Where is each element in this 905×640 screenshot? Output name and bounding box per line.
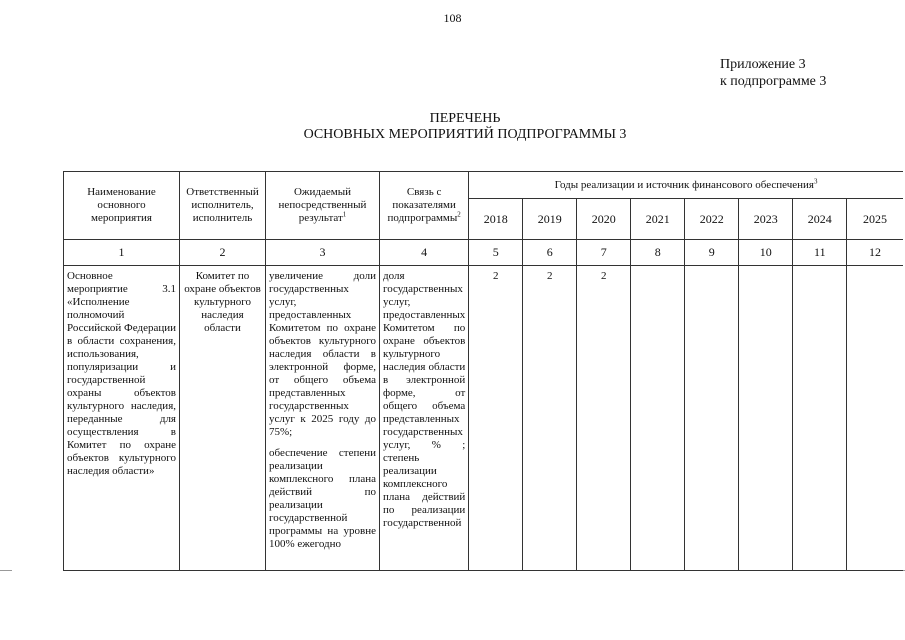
column-number: 10 — [739, 240, 793, 266]
header-year: 2025 — [847, 199, 903, 240]
cell-year-value: 2 — [469, 266, 523, 571]
column-number: 1 — [64, 240, 180, 266]
column-number: 9 — [685, 240, 739, 266]
left-edge-line — [0, 570, 12, 571]
document-subtitle: ОСНОВНЫХ МЕРОПРИЯТИЙ ПОДПРОГРАММЫ 3 — [303, 127, 627, 142]
header-year: 2020 — [577, 199, 631, 240]
cell-indicator-link: доля государственных услуг, предоставленных Комитетом по охране объектов культурного наследия области в электронной форме, от общего объема представленных государственных услуг, % ; степень реализации комплексного плана действий по реализации государственной — [380, 266, 469, 571]
cell-year-value: 2 — [577, 266, 631, 571]
header-activity-name: Наименование основного мероприятия — [64, 172, 180, 240]
header-year: 2023 — [739, 199, 793, 240]
cell-year-value — [739, 266, 793, 571]
cell-year-value — [793, 266, 847, 571]
column-number: 2 — [180, 240, 266, 266]
header-expected-result: Ожидаемый непосредственный результат$^1$ — [266, 172, 380, 240]
table-header-row — [64, 172, 903, 199]
cell-executor: Комитет по охране объектов культурного наследия области — [180, 266, 266, 571]
column-number: 6 — [523, 240, 577, 266]
cell-year-value — [847, 266, 903, 571]
result-text-2: обеспечение степени реализации комплексного плана действий по реализации государственной программы на уровне 100% ежегодно — [269, 447, 376, 550]
header-year: 2021 — [631, 199, 685, 240]
header-executor: Ответственный исполнитель, исполнитель — [180, 172, 266, 240]
header-indicator-link-footnote: 2 — [457, 210, 461, 219]
appendix-note — [720, 56, 826, 90]
header-indicator-link: Связь с показателями подпрограммы$^2$ — [380, 172, 469, 240]
column-number: 7 — [577, 240, 631, 266]
header-year: 2018 — [469, 199, 523, 240]
cell-year-value: 2 — [523, 266, 577, 571]
page-number: 108 — [443, 11, 462, 25]
result-text-1: увеличение доли государственных услуг, предоставленных Комитетом по охране объектов культурного наследия области в электронной форме, от общего объема представленных государственных услуг к 2025 году до 75%; — [269, 270, 376, 438]
document-title: ПЕРЕЧЕНЬ — [429, 111, 501, 126]
column-number: 3 — [266, 240, 380, 266]
header-years-footnote: 3 — [814, 176, 818, 185]
column-number: 5 — [469, 240, 523, 266]
header-year: 2022 — [685, 199, 739, 240]
column-number: 8 — [631, 240, 685, 266]
appendix-line-1: Приложение 3 — [720, 57, 806, 72]
header-expected-result-footnote: 1 — [342, 210, 347, 219]
column-number: 4 — [380, 240, 469, 266]
activities-table — [63, 171, 903, 571]
cell-activity: Основное мероприятие 3.1 «Исполнение полномочий Российской Федерации в области сохранения, использования, популяризации и государственной охраны объектов культурного наследия, переданные для осуществления в Комитет по охране объектов культурного наследия области» — [64, 266, 180, 571]
column-number: 11 — [793, 240, 847, 266]
cell-year-value — [631, 266, 685, 571]
cell-year-value — [685, 266, 739, 571]
appendix-line-2: к подпрограмме 3 — [720, 74, 827, 89]
table-row — [64, 266, 903, 571]
column-number-row — [64, 240, 903, 266]
header-years-group: Годы реализации и источник финансового обеспечения$^3$ — [469, 172, 903, 199]
header-year: 2019 — [523, 199, 577, 240]
column-number: 12 — [847, 240, 903, 266]
cell-expected-result — [266, 266, 380, 571]
header-year: 2024 — [793, 199, 847, 240]
